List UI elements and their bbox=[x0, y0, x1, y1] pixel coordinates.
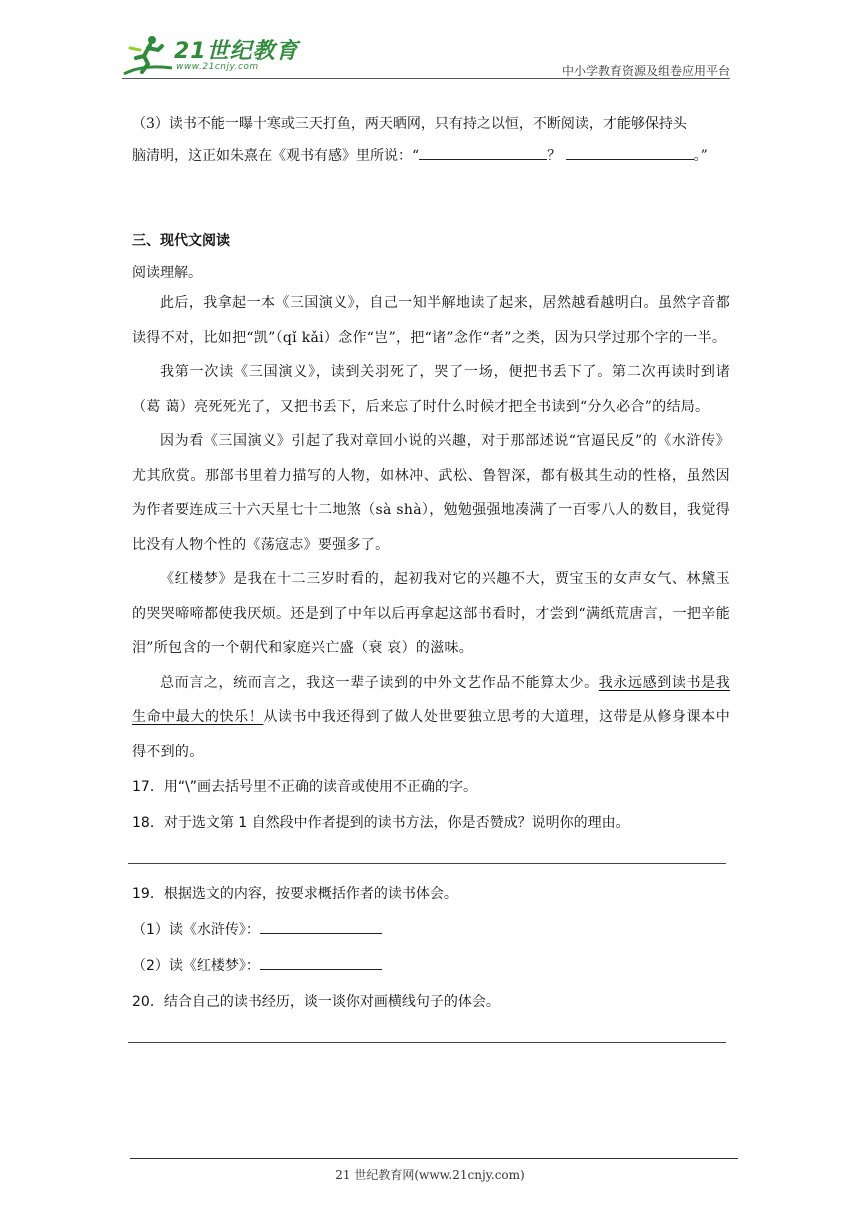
section-title: 三、现代文阅读 bbox=[132, 233, 230, 249]
site-logo bbox=[122, 34, 322, 78]
logo-url-text: www.21cnjy.com bbox=[176, 62, 259, 72]
question-3-line2-prefix: 脑清明，这正如朱熹在《观书有感》里所说：“ bbox=[132, 148, 420, 164]
page-header bbox=[122, 28, 730, 80]
paragraph-5-start: 总而言之，统而言之，我这一辈子读到的中外文艺作品不能算太少。 bbox=[160, 674, 599, 691]
article-paragraph-5 bbox=[132, 666, 730, 770]
logo-brand-text: 21世纪教育 bbox=[174, 39, 299, 64]
question-3 bbox=[132, 108, 730, 172]
question-3-line1: （3）读书不能一曝十寒或三天打鱼，两天晒网，只有持之以恒，不断阅读，才能够保持头 bbox=[132, 116, 687, 132]
answer-line-20[interactable] bbox=[128, 1042, 726, 1043]
question-17: 17．用“\”画去括号里不正确的读音或使用不正确的字。 bbox=[132, 779, 478, 795]
article-paragraph-1: 此后，我拿起一本《三国演义》，自己一知半解地读了起来，居然越看越明白。虽然字音都读得不对，比如把“凯”（qǐ kǎi）念作“岂”，把“诸”念作“者”之类，因为只学过那个字的一半。 bbox=[132, 295, 730, 346]
header-divider bbox=[122, 78, 730, 79]
question-3-mid: ？ bbox=[547, 148, 562, 164]
page-footer: 21 世纪教育网(www.21cnjy.com) bbox=[335, 1168, 525, 1182]
answer-blank-19-2[interactable] bbox=[260, 953, 382, 970]
question-3-suffix: 。” bbox=[693, 148, 708, 164]
question-19-1-label: （1）读《水浒传》： bbox=[132, 922, 260, 938]
paragraph-5-end: 从读书中我还得到了做人处世要独立思考的大道理，这带是从修身课本中得不到的。 bbox=[132, 709, 730, 760]
answer-blank-1[interactable] bbox=[419, 143, 547, 160]
question-20: 20．结合自己的读书经历，谈一谈你对画横线句子的体会。 bbox=[132, 994, 500, 1010]
question-19-2-label: （2）读《红楼梦》： bbox=[132, 958, 260, 974]
article-paragraph-4: 《红楼梦》是我在十二三岁时看的，起初我对它的兴趣不大，贾宝玉的女声女气、林黛玉的哭哭啼啼都使我厌烦。还是到了中年以后再拿起这部书看时，才尝到“满纸荒唐言，一把辛能泪”所包含的一个朝代和家庭兴亡盛（衰 哀）的滋味。 bbox=[132, 571, 730, 656]
runner-logo-icon bbox=[122, 34, 174, 78]
question-19-2 bbox=[132, 948, 730, 984]
article-paragraph-2: 我第一次读《三国演义》，读到关羽死了，哭了一场，便把书丢下了。第二次再读时到诸（葛 蔼）亮死死光了，又把书丢下，后来忘了时什么时候才把全书读到“分久必合”的结局。 bbox=[132, 364, 730, 415]
question-19: 19．根据选文的内容，按要求概括作者的读书体会。 bbox=[132, 886, 458, 902]
page-content bbox=[132, 108, 730, 1043]
answer-blank-19-1[interactable] bbox=[260, 917, 382, 934]
question-18: 18．对于选文第 1 自然段中作者提到的读书方法，你是否赞成？说明你的理由。 bbox=[132, 815, 630, 831]
footer-divider bbox=[130, 1158, 738, 1159]
answer-line-18[interactable] bbox=[128, 863, 726, 864]
section-intro: 阅读理解。 bbox=[132, 265, 202, 281]
platform-name: 中小学教育资源及组卷应用平台 bbox=[561, 64, 730, 78]
question-19-1 bbox=[132, 912, 730, 948]
answer-blank-2[interactable] bbox=[566, 143, 694, 160]
article-paragraph-3: 因为看《三国演义》引起了我对章回小说的兴趣，对于那部述说“官逼民反”的《水浒传》尤其欣赏。那部书里着力描写的人物，如林冲、武松、鲁智深，都有极其生动的性格，虽然因为作者要连成三十六天星七十二地煞（sà shà），勉勉强强地凑满了一百零八人的数目，我觉得比没有人物个性的《荡寇志》要强多了。 bbox=[132, 433, 730, 553]
underlined-sentence: 我永远感到读书是我生命中最大的快乐！ bbox=[132, 674, 731, 725]
